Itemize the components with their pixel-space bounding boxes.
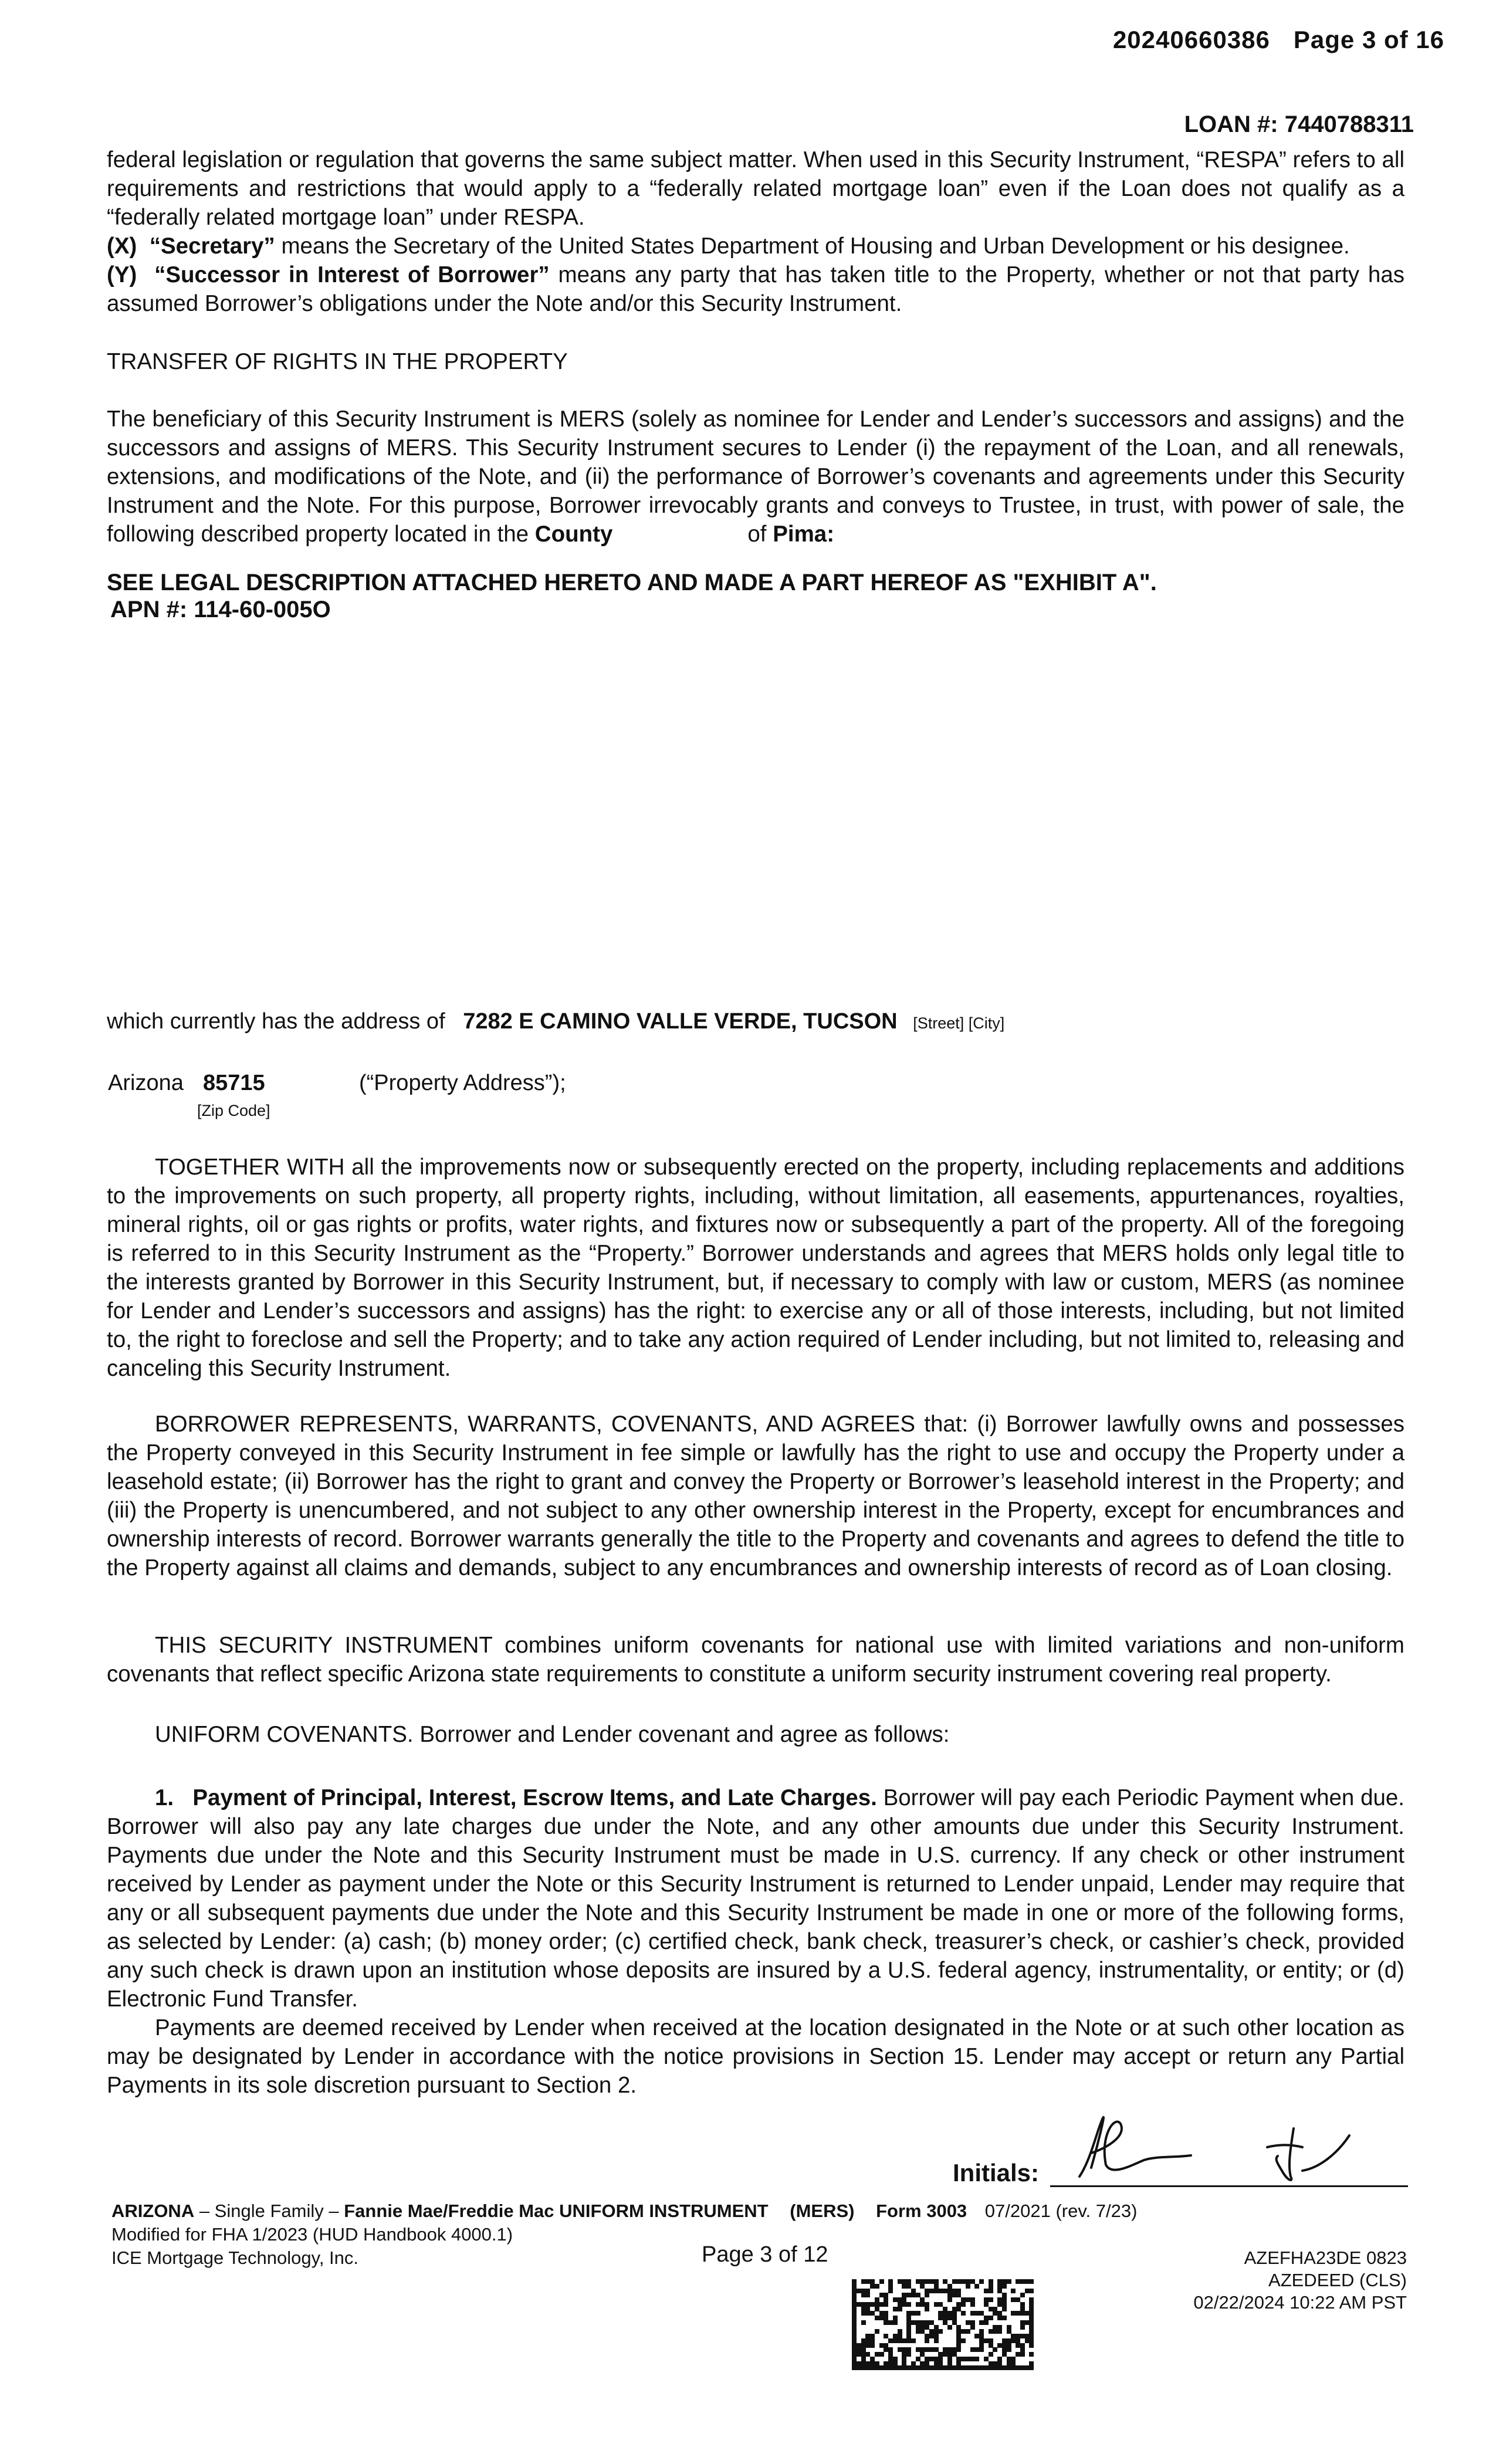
- footer-modified: Modified for FHA 1/2023 (HUD Handbook 4000.1): [111, 2224, 513, 2245]
- footer-company: ICE Mortgage Technology, Inc.: [111, 2248, 359, 2268]
- barcode-module: [925, 2293, 929, 2297]
- definition-x-text: means the Secretary of the United States Department of Housing and Urban Development or his designee.: [275, 233, 1350, 259]
- address-zip-label: [Zip Code]: [197, 1102, 270, 1119]
- barcode-module: [906, 2352, 911, 2357]
- barcode-module: [1007, 2279, 1011, 2284]
- recording-page: Page 3 of 16: [1293, 26, 1444, 53]
- footer-form-line: [111, 2200, 1137, 2222]
- footer-form-a: – Single Family –: [194, 2201, 344, 2221]
- property-address-line: [107, 1009, 1004, 1034]
- barcode-module: [888, 2289, 893, 2293]
- barcode-module: [947, 2297, 952, 2302]
- barcode-module: [956, 2347, 961, 2352]
- barcode-module: [879, 2352, 884, 2357]
- barcode-module: [875, 2284, 879, 2289]
- definition-x: [107, 232, 1404, 260]
- address-prefix: which currently has the address of: [107, 1009, 445, 1034]
- security-instrument-paragraph: [107, 1631, 1404, 1688]
- barcode-module: [989, 2316, 993, 2320]
- barcode-module: [1020, 2325, 1025, 2330]
- section-1-title: Payment of Principal, Interest, Escrow Items, and Late Charges.: [192, 1785, 877, 1810]
- borrower-represents-paragraph: [107, 1410, 1404, 1582]
- barcode-module: [884, 2302, 888, 2307]
- barcode-module: [1002, 2316, 1007, 2320]
- barcode-module: [984, 2320, 989, 2325]
- section-1-body: [107, 1783, 1404, 2013]
- barcode-module: [865, 2293, 870, 2297]
- definition-y-letter: (Y): [107, 262, 137, 287]
- definitions-block: [107, 145, 1404, 318]
- barcode-module: [893, 2320, 898, 2325]
- section-1-text: Borrower will pay each Periodic Payment when due. Borrower will also pay any late charges due under the Note, and any other amounts due under this Security Instrument. Payments due under the Note and this Security Instrument must be made in U.S. currency. If any check or other instrument received by Lender as payment under the Note or this Security Instrument is returned to Lender unpaid, Lender may require that any or all subsequent payments due under the Note and this Security Instrument be made in one or more of the following forms, as selected by Lender: (a) cash; (b) money order; (c) certified check, bank check, treasurer’s check, or cashier’s check, provided any such check is drawn upon an institution whose deposits are insured by a U.S. federal agency, instrumentality, or entity; or (d) Electronic Fund Transfer.: [107, 1785, 1405, 2012]
- barcode-module: [870, 2343, 875, 2348]
- definition-x-letter: (X): [107, 233, 137, 259]
- loan-number-line: [1184, 111, 1414, 138]
- barcode-module: [1029, 2279, 1034, 2284]
- barcode-module: [966, 2329, 970, 2334]
- barcode-module: [938, 2329, 943, 2334]
- barcode-module: [970, 2302, 975, 2307]
- barcode-module: [1029, 2343, 1034, 2348]
- barcode-module: [966, 2284, 970, 2289]
- together-with-text: TOGETHER WITH all the improvements now or subsequently erected on the property, including replacements and additions to the improvements on such property, all property rights, including, without limitation, all easements, appurtenances, royalties, mineral rights, oil or gas rights or profits, water rights, and fixtures now or subsequently a part of the property. All of the foregoing is referred to in this Security Instrument as the “Property.” Borrower understands and agrees that MERS holds only legal title to the interests granted by Borrower in this Security Instrument, but, if necessary to comply with law or custom, MERS (as nominee for Lender and Lender’s successors and assigns) has the right: to exercise any or all of those interests, including, but not limited to, the right to foreclose and sell the Property; and to take any action required of Lender including, but not limited to, releasing and canceling this Security Instrument.: [107, 1155, 1404, 1381]
- barcode-module: [934, 2338, 939, 2343]
- barcode-module: [925, 2307, 929, 2311]
- barcode-module: [875, 2329, 879, 2334]
- barcode-module: [911, 2338, 916, 2343]
- barcode-module: [1020, 2293, 1025, 2297]
- borrower-represents-text: BORROWER REPRESENTS, WARRANTS, COVENANTS, AND AGREES that: (i) Borrower lawfully owns and possesses the Property conveyed in this Security Instrument in fee simple or lawfully has the right to use and occupy the Property under a leasehold estate; (ii) Borrower has the right to grant and convey the Property or Borrower’s leasehold interest in the Property; and (iii) the Property is unencumbered, and not subject to any other ownership interest in the Property, except for encumbrances and ownership interests of record. Borrower warrants generally the title to the Property and covenants and agrees to defend the title to the Property against all claims and demands, subject to any encumbrances and ownership interests of record as of Loan closing.: [107, 1412, 1404, 1580]
- barcode-module: [997, 2329, 1002, 2334]
- footer-code-1: AZEFHA23DE 0823: [1244, 2248, 1407, 2268]
- barcode-module: [1029, 2289, 1034, 2293]
- definition-x-term: “Secretary”: [149, 233, 275, 259]
- barcode-module: [1020, 2352, 1025, 2357]
- recording-header: [1113, 26, 1444, 54]
- barcode-module: [989, 2297, 993, 2302]
- transfer-paragraph: [107, 405, 1404, 549]
- barcode-module: [1002, 2284, 1007, 2289]
- barcode-module: [993, 2347, 997, 2352]
- apn-number: APN #: 114-60-005O: [110, 597, 331, 622]
- transfer-pima: Pima:: [773, 522, 835, 547]
- footer-mers: (MERS): [790, 2201, 855, 2221]
- section-1-number: 1.: [155, 1785, 174, 1810]
- uniform-covenants-text: UNIFORM COVENANTS. Borrower and Lender covenant and agree as follows:: [155, 1722, 950, 1747]
- barcode-module: [879, 2279, 884, 2284]
- footer-code-2: AZEDEED (CLS): [1268, 2270, 1407, 2290]
- barcode-module: [1011, 2289, 1016, 2293]
- legal-description: SEE LEGAL DESCRIPTION ATTACHED HERETO AND MADE A PART HEREOF AS "EXHIBIT A".: [107, 570, 1157, 595]
- barcode-module: [1002, 2307, 1007, 2311]
- section-1-text-2: Payments are deemed received by Lender when received at the location designated in the Note or at such other location as may be designated by Lender in accordance with the notice provisions in Section 15. Lender may accept or return any Partial Payments in its sole discretion pursuant to Section 2.: [107, 2015, 1404, 2098]
- barcode-module: [1029, 2365, 1034, 2370]
- recording-number: 20240660386: [1112, 26, 1270, 53]
- address-state: Arizona: [108, 1071, 184, 1095]
- initials-label: Initials:: [953, 2159, 1040, 2187]
- footer-form-date: 07/2021 (rev. 7/23): [984, 2201, 1138, 2221]
- barcode-module: [906, 2302, 911, 2307]
- footer-form-number: Form 3003: [876, 2201, 967, 2221]
- respa-continuation: federal legislation or regulation that governs the same subject matter. When used in this Security Instrument, “RESPA” refers to all requirements and restrictions that would apply to a “federally related mortgage loan” even if the Loan does not qualify as a “federally related mortgage loan” under RESPA.: [107, 147, 1404, 230]
- barcode-module: [961, 2311, 966, 2316]
- barcode-module: [861, 2320, 866, 2325]
- barcode-module: [974, 2357, 979, 2361]
- barcode-module: [974, 2284, 979, 2289]
- footer-state: ARIZONA: [111, 2201, 195, 2221]
- definition-y-term: “Successor in Interest of Borrower”: [154, 262, 550, 287]
- loan-label: LOAN #:: [1184, 111, 1278, 137]
- footer-form-b: Fannie Mae/Freddie Mac UNIFORM INSTRUMENT: [344, 2201, 769, 2221]
- security-instrument-text: THIS SECURITY INSTRUMENT combines uniform covenants for national use with limited variations and non-uniform covenants that reflect specific Arizona state requirements to constitute a uniform security instrument covering real property.: [107, 1633, 1404, 1687]
- barcode-module: [898, 2307, 902, 2311]
- section-1-paragraph: [107, 1783, 1404, 2100]
- loan-number: 7440788311: [1284, 111, 1414, 137]
- transfer-of: of: [747, 522, 767, 547]
- address-zip: 85715: [203, 1071, 265, 1095]
- barcode-module: [947, 2325, 952, 2330]
- transfer-heading: TRANSFER OF RIGHTS IN THE PROPERTY: [107, 349, 568, 374]
- barcode-module: [961, 2302, 966, 2307]
- barcode-module: [916, 2311, 920, 2316]
- barcode: [852, 2279, 1034, 2370]
- barcode-module: [970, 2325, 975, 2330]
- uniform-covenants-paragraph: [107, 1720, 1404, 1749]
- barcode-module: [925, 2338, 929, 2343]
- barcode-module: [989, 2352, 993, 2357]
- address-property-label: (“Property Address”);: [359, 1071, 566, 1095]
- barcode-module: [979, 2347, 984, 2352]
- together-with-paragraph: [107, 1153, 1404, 1383]
- barcode-module: [989, 2289, 993, 2293]
- transfer-county: County: [534, 522, 613, 547]
- transfer-text: The beneficiary of this Security Instrument is MERS (solely as nominee for Lender and Lender’s successors and assigns) and the successors and assigns of MERS. This Security Instrument secures to Lender (i) the repayment of the Loan, and all renewals, extensions, and modifications of the Note, and (ii) the performance of Borrower’s covenants and agreements under this Security Instrument and the Note. For this purpose, Borrower irrevocably grants and conveys to Trustee, in trust, with power of sale, the following described property located in the: [107, 407, 1404, 547]
- definition-y-text: means any party that has taken title to the Property, whether or not that party has assumed Borrower’s obligations under the Note and/or this Security Instrument.: [107, 262, 1404, 316]
- barcode-module: [1029, 2352, 1034, 2357]
- definition-y: [107, 260, 1404, 318]
- barcode-module: [1007, 2347, 1011, 2352]
- barcode-module: [979, 2279, 984, 2284]
- footer-page-number: Page 3 of 12: [702, 2242, 828, 2267]
- address-street-city-label: [Street] [City]: [913, 1014, 1005, 1032]
- footer-timestamp: 02/22/2024 10:22 AM PST: [1193, 2292, 1407, 2313]
- initials-signature: [1056, 2112, 1408, 2188]
- barcode-module: [961, 2338, 966, 2343]
- address-street-city: 7282 E CAMINO VALLE VERDE, TUCSON: [463, 1009, 898, 1034]
